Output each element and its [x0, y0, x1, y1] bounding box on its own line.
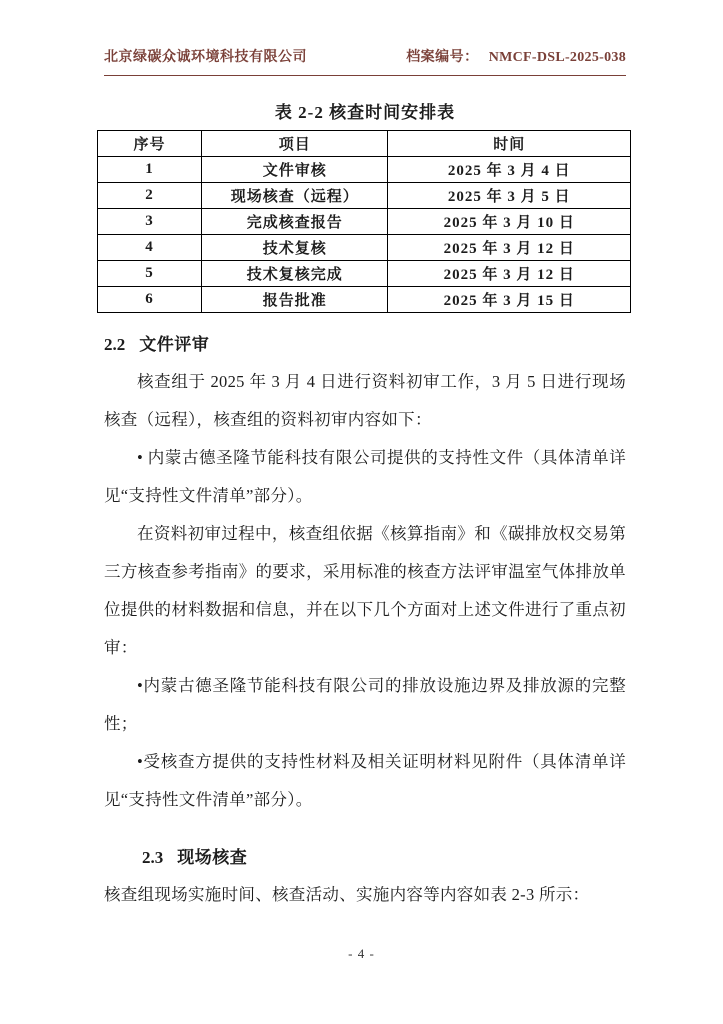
cell-no: 6 [98, 287, 202, 313]
bullet-item-materials: •受核查方提供的支持性材料及相关证明材料见附件（具体清单详见“支持性文件清单”部分）。 [104, 752, 626, 809]
archive-number: NMCF-DSL-2025-038 [488, 50, 626, 65]
section-title: 现场核查 [177, 848, 248, 867]
section-heading-2-2 [104, 330, 626, 355]
table-row [98, 261, 631, 287]
page-number: - 4 - [348, 946, 375, 961]
cell-item: 报告批准 [201, 287, 388, 313]
table-row [98, 235, 631, 261]
cell-time: 2025 年 3 月 12 日 [388, 235, 631, 261]
bullet-item-supporting-docs: • 内蒙古德圣隆节能科技有限公司提供的支持性文件（具体清单详见“支持性文件清单”部分）。 [104, 448, 626, 505]
table-row [98, 287, 631, 313]
company-name: 北京绿碳众诚环境科技有限公司 [104, 50, 307, 65]
cell-item: 技术复核完成 [201, 261, 388, 287]
column-header-no: 序号 [98, 131, 202, 157]
cell-no: 5 [98, 261, 202, 287]
paragraph-site-verification: 核查组现场实施时间、核查活动、实施内容等内容如表 2-3 所示： [104, 885, 590, 904]
cell-no: 1 [98, 157, 202, 183]
cell-time: 2025 年 3 月 15 日 [388, 287, 631, 313]
column-header-item: 项目 [201, 131, 388, 157]
cell-no: 2 [98, 183, 202, 209]
archive-number-label: 档案编号： [406, 50, 479, 65]
cell-time: 2025 年 3 月 10 日 [388, 209, 631, 235]
cell-no: 4 [98, 235, 202, 261]
section-heading-2-3 [142, 843, 626, 868]
cell-item: 技术复核 [201, 235, 388, 261]
table-row [98, 157, 631, 183]
page-header [104, 46, 626, 76]
cell-time: 2025 年 3 月 4 日 [388, 157, 631, 183]
cell-time: 2025 年 3 月 5 日 [388, 183, 631, 209]
section-title: 文件评审 [139, 335, 210, 354]
cell-item: 现场核查（远程） [201, 183, 388, 209]
section-number: 2.2 [104, 335, 126, 354]
column-header-time: 时间 [388, 131, 631, 157]
table-header-row [98, 131, 631, 157]
table-row [98, 183, 631, 209]
table-caption: 表 2-2 核查时间安排表 [274, 103, 456, 122]
paragraph-intro: 核查组于 2025 年 3 月 4 日进行资料初审工作，3 月 5 日进行现场核查（远程），核查组的资料初审内容如下： [104, 372, 626, 429]
cell-time: 2025 年 3 月 12 日 [388, 261, 631, 287]
cell-item: 文件审核 [201, 157, 388, 183]
cell-no: 3 [98, 209, 202, 235]
schedule-table [97, 130, 631, 313]
bullet-item-boundary: •内蒙古德圣隆节能科技有限公司的排放设施边界及排放源的完整性； [104, 676, 626, 733]
archive-number-group [406, 46, 626, 66]
section-number: 2.3 [142, 848, 164, 867]
paragraph-review-process: 在资料初审过程中，核查组依据《核算指南》和《碳排放权交易第三方核查参考指南》的要求，采用标准的核查方法评审温室气体排放单位提供的材料数据和信息，并在以下几个方面对上述文件进行了重点初审： [104, 524, 626, 657]
table-row [98, 209, 631, 235]
cell-item: 完成核查报告 [201, 209, 388, 235]
